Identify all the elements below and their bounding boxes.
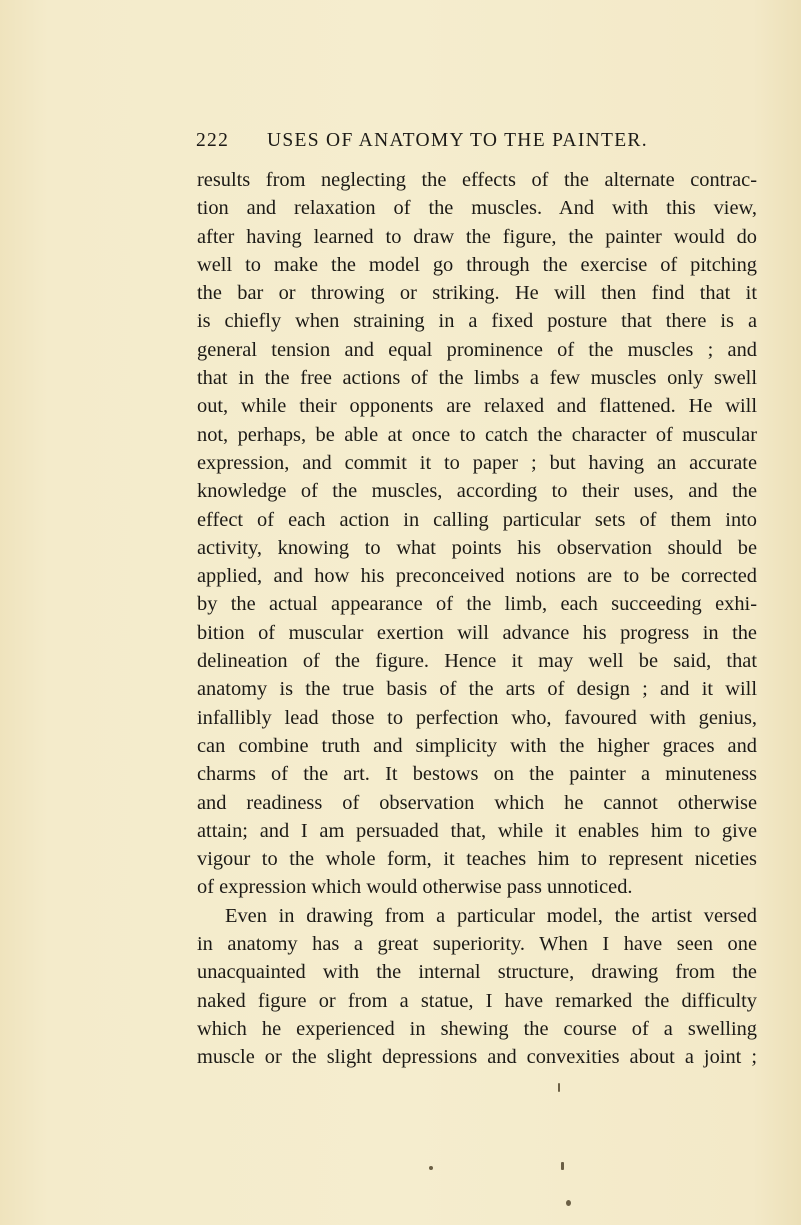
text-line: can combine truth and simplicity with the higher graces and	[197, 734, 757, 757]
text-line: well to make the model go through the exercise of pitching	[197, 253, 757, 276]
text-line: that in the free actions of the limbs a few muscles only swell	[197, 367, 757, 390]
text-line: activity, knowing to what points his observation should be	[197, 536, 757, 559]
page-number: 222	[196, 130, 230, 151]
text-line: unacquainted with the internal structure, drawing from the	[197, 961, 757, 984]
text-line: out, while their opponents are relaxed and flattened. He will	[197, 395, 757, 418]
text-line: which he experienced in shewing the course of a swelling	[197, 1017, 757, 1040]
text-line: bition of muscular exertion will advance his progress in the	[197, 621, 757, 644]
text-line: is chiefly when straining in a fixed posture that there is a	[197, 310, 757, 333]
text-line: vigour to the whole form, it teaches him to represent niceties	[197, 848, 757, 871]
text-line: results from neglecting the effects of the alternate contrac-	[197, 169, 757, 191]
text-line: applied, and how his preconceived notions are to be corrected	[197, 565, 757, 588]
paper-speck	[566, 1200, 571, 1206]
text-line: after having learned to draw the figure, the painter would do	[197, 225, 757, 248]
text-line: naked figure or from a statue, I have remarked the difficulty	[197, 989, 757, 1012]
text-line: charms of the art. It bestows on the painter a minuteness	[197, 763, 757, 786]
text-line: delineation of the figure. Hence it may well be said, that	[197, 650, 757, 673]
paper-speck	[558, 1083, 560, 1092]
paper-speck	[561, 1162, 564, 1170]
text-line: by the actual appearance of the limb, each succeeding exhi-	[197, 593, 757, 616]
text-line: knowledge of the muscles, according to their uses, and the	[197, 480, 757, 503]
text-line: general tension and equal prominence of the muscles ; and	[197, 338, 757, 361]
text-line: Even in drawing from a particular model, the artist versed	[225, 904, 757, 927]
text-line: effect of each action in calling particular sets of them into	[197, 508, 757, 531]
text-line: not, perhaps, be able at once to catch the character of muscular	[197, 423, 757, 446]
text-line: muscle or the slight depressions and convexities about a joint ;	[197, 1046, 757, 1069]
text-line: and readiness of observation which he cannot otherwise	[197, 791, 757, 814]
text-line: expression, and commit it to paper ; but having an accurate	[197, 451, 757, 474]
text-line: infallibly lead those to perfection who, favoured with genius,	[197, 706, 757, 729]
text-line: of expression which would otherwise pass unnoticed.	[197, 876, 633, 899]
text-line: anatomy is the true basis of the arts of design ; and it will	[197, 678, 757, 701]
text-line: in anatomy has a great superiority. When I have seen one	[197, 933, 757, 956]
body-text	[197, 166, 757, 1072]
text-line: tion and relaxation of the muscles. And with this view,	[197, 197, 757, 220]
text-line: attain; and I am persuaded that, while it enables him to give	[197, 819, 757, 842]
page-header	[196, 130, 756, 156]
paper-speck	[429, 1166, 433, 1170]
text-line: the bar or throwing or striking. He will then find that it	[197, 282, 757, 305]
running-head: USES OF ANATOMY TO THE PAINTER.	[267, 130, 648, 151]
